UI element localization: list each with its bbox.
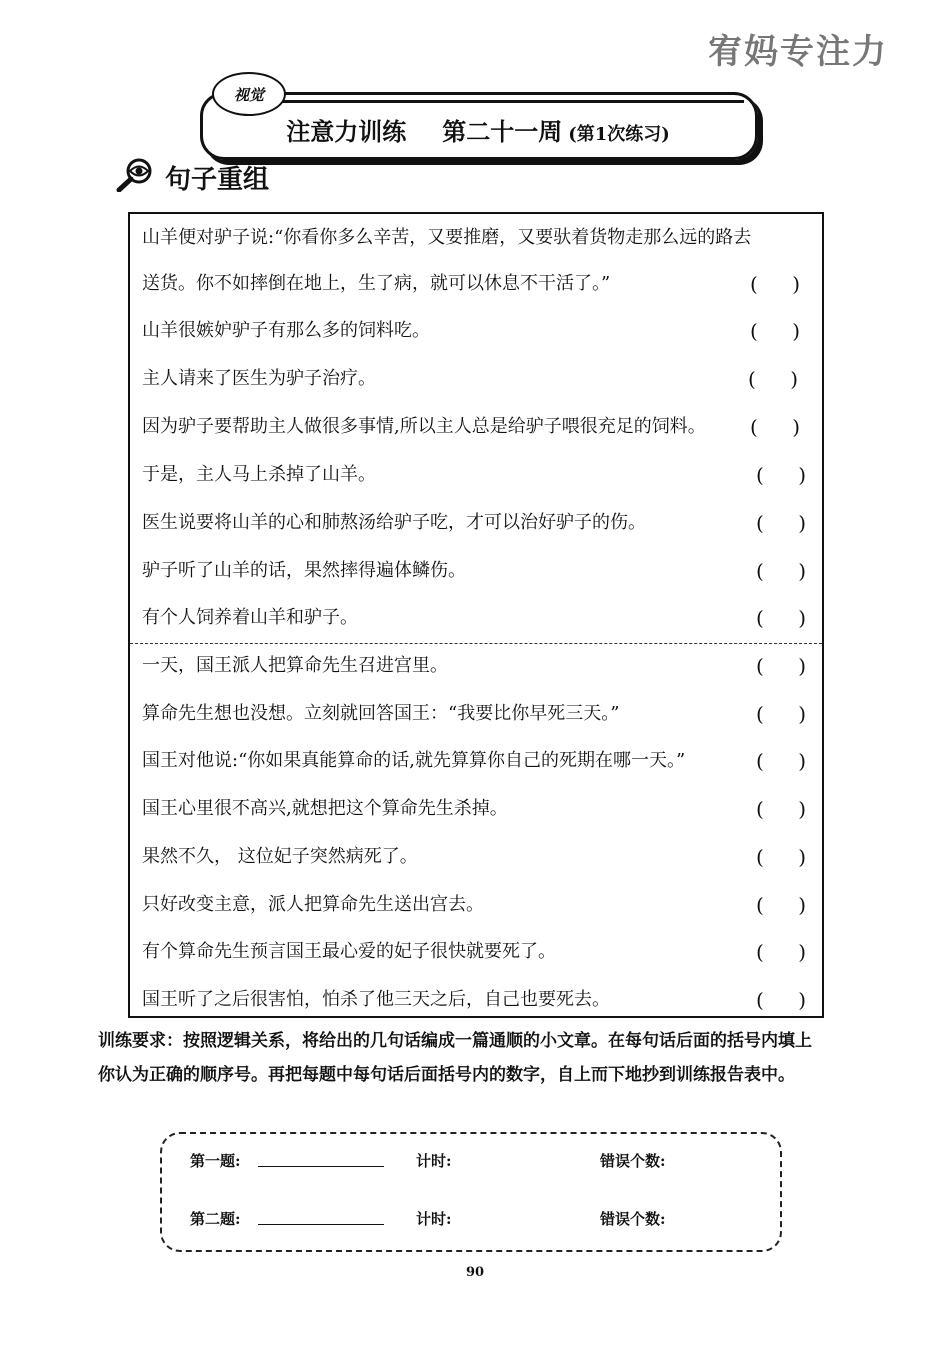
answer-blank[interactable] <box>750 409 800 445</box>
report-q2-timing-label: 计时: <box>416 1210 452 1228</box>
magnifier-eye-icon <box>115 158 157 196</box>
paren-close: ) <box>792 272 800 296</box>
sentence-text: 算命先生想也没想。立刻就回答国王：“我要比你早死三天。” <box>142 703 620 724</box>
answer-blank[interactable] <box>756 934 806 970</box>
title-week: 第二十一周 <box>442 117 563 146</box>
answer-blank[interactable] <box>756 648 806 684</box>
answer-blank[interactable] <box>750 266 800 302</box>
paren-close: ) <box>798 511 806 535</box>
paren-open: ( <box>756 749 764 773</box>
answer-blank[interactable] <box>756 839 806 875</box>
report-q2-label: 第二题: <box>190 1210 241 1228</box>
title-banner-top-line <box>282 100 744 103</box>
paren-close: ) <box>792 319 800 343</box>
sentence-row <box>142 648 812 684</box>
paren-open: ( <box>750 319 758 343</box>
answer-blank[interactable] <box>756 696 806 732</box>
page-title <box>200 112 756 147</box>
answer-blank[interactable] <box>756 553 806 589</box>
sentence-text: 山羊便对驴子说:“你看你多么辛苦，又要推磨，又要驮着货物走那么远的路去 <box>142 227 752 248</box>
paren-open: ( <box>756 988 764 1012</box>
sentence-text: 医生说要将山羊的心和肺熬汤给驴子吃，才可以治好驴子的伤。 <box>142 512 646 533</box>
paren-close: ) <box>798 749 806 773</box>
sentence-text: 送货。你不如摔倒在地上，生了病，就可以休息不干活了。” <box>142 273 611 294</box>
title-session: (第1次练习) <box>568 124 670 145</box>
paren-close: ) <box>798 559 806 583</box>
sentence-text: 只好改变主意，派人把算命先生送出宫去。 <box>142 894 484 915</box>
sentence-text: 国王对他说:“你如果真能算命的话,就先算算你自己的死期在哪一天。” <box>142 750 686 771</box>
sentence-row <box>142 553 812 589</box>
sentence-row <box>142 313 812 349</box>
sentence-text: 有个算命先生预言国王最心爱的妃子很快就要死了。 <box>142 941 556 962</box>
sentence-row <box>142 982 812 1018</box>
sentence-text: 国王心里很不高兴,就想把这个算命先生杀掉。 <box>142 798 508 819</box>
paren-close: ) <box>790 367 798 391</box>
paren-close: ) <box>798 463 806 487</box>
report-q1-label: 第一题: <box>190 1152 241 1170</box>
paren-close: ) <box>798 606 806 630</box>
sentence-row <box>142 600 812 636</box>
sentence-text: 主人请来了医生为驴子治疗。 <box>142 368 376 389</box>
sentence-row <box>142 457 812 493</box>
paren-open: ( <box>756 463 764 487</box>
paren-open: ( <box>756 797 764 821</box>
report-row-1 <box>190 1146 770 1176</box>
paren-close: ) <box>792 415 800 439</box>
sentence-row <box>142 743 812 779</box>
answer-blank[interactable] <box>756 887 806 923</box>
sentence-row <box>142 361 812 397</box>
paren-open: ( <box>756 511 764 535</box>
paren-open: ( <box>756 702 764 726</box>
paren-open: ( <box>756 654 764 678</box>
paren-open: ( <box>750 415 758 439</box>
title-main: 注意力训练 <box>286 117 407 146</box>
sentence-row <box>142 696 812 732</box>
sentence-row <box>142 839 812 875</box>
sentence-row <box>142 791 812 827</box>
paren-open: ( <box>756 559 764 583</box>
sentence-row <box>142 934 812 970</box>
report-q1-errors-label: 错误个数: <box>600 1152 666 1170</box>
sentence-text: 于是，主人马上杀掉了山羊。 <box>142 464 376 485</box>
answer-blank[interactable] <box>756 982 806 1018</box>
sentence-row <box>142 220 812 256</box>
sentence-text: 一天，国王派人把算命先生召进宫里。 <box>142 655 448 676</box>
report-q1-answer-line[interactable] <box>258 1166 384 1167</box>
watermark: 宥妈专注力 <box>708 32 888 72</box>
section-label: 句子重组 <box>165 164 270 195</box>
paren-close: ) <box>798 940 806 964</box>
answer-blank[interactable] <box>750 313 800 349</box>
report-q2-answer-line[interactable] <box>258 1224 384 1225</box>
sentence-row <box>142 409 812 445</box>
instructions: 训练要求：按照逻辑关系，将给出的几句话编成一篇通顺的小文章。在每句话后面的括号内填上你认为正确的顺序号。再把每题中每句话后面括号内的数字，自上而下地抄到训练报告表中。 <box>98 1031 812 1085</box>
paren-close: ) <box>798 797 806 821</box>
answer-blank[interactable] <box>756 505 806 541</box>
paren-close: ) <box>798 654 806 678</box>
report-q2-errors-label: 错误个数: <box>600 1210 666 1228</box>
paren-open: ( <box>756 893 764 917</box>
answer-blank[interactable] <box>756 600 806 636</box>
paren-close: ) <box>798 988 806 1012</box>
sentence-text: 果然不久， 这位妃子突然病死了。 <box>142 846 418 867</box>
sentence-text: 国王听了之后很害怕，怕杀了他三天之后，自己也要死去。 <box>142 989 610 1010</box>
paren-open: ( <box>748 367 756 391</box>
sentence-text: 有个人饲养着山羊和驴子。 <box>142 607 358 628</box>
report-row-2 <box>190 1204 770 1234</box>
sentence-text: 山羊很嫉妒驴子有那么多的饲料吃。 <box>142 320 430 341</box>
paren-close: ) <box>798 893 806 917</box>
paren-open: ( <box>756 940 764 964</box>
answer-blank[interactable] <box>756 457 806 493</box>
page-number: 90 <box>465 1265 485 1280</box>
sentence-text: 因为驴子要帮助主人做很多事情,所以主人总是给驴子喂很充足的饲料。 <box>142 416 706 437</box>
paren-open: ( <box>750 272 758 296</box>
answer-blank[interactable] <box>748 361 798 397</box>
sentence-row <box>142 505 812 541</box>
answer-blank[interactable] <box>756 791 806 827</box>
sentence-text: 驴子听了山羊的话，果然摔得遍体鳞伤。 <box>142 560 466 581</box>
paren-close: ) <box>798 702 806 726</box>
section-heading <box>115 158 269 196</box>
answer-blank[interactable] <box>756 743 806 779</box>
sentence-row <box>142 266 812 302</box>
sentence-row <box>142 887 812 923</box>
group-divider <box>130 643 822 644</box>
paren-close: ) <box>798 845 806 869</box>
paren-open: ( <box>756 606 764 630</box>
paren-open: ( <box>756 845 764 869</box>
title-tab: 视觉 <box>212 72 286 116</box>
report-q1-timing-label: 计时: <box>416 1152 452 1170</box>
